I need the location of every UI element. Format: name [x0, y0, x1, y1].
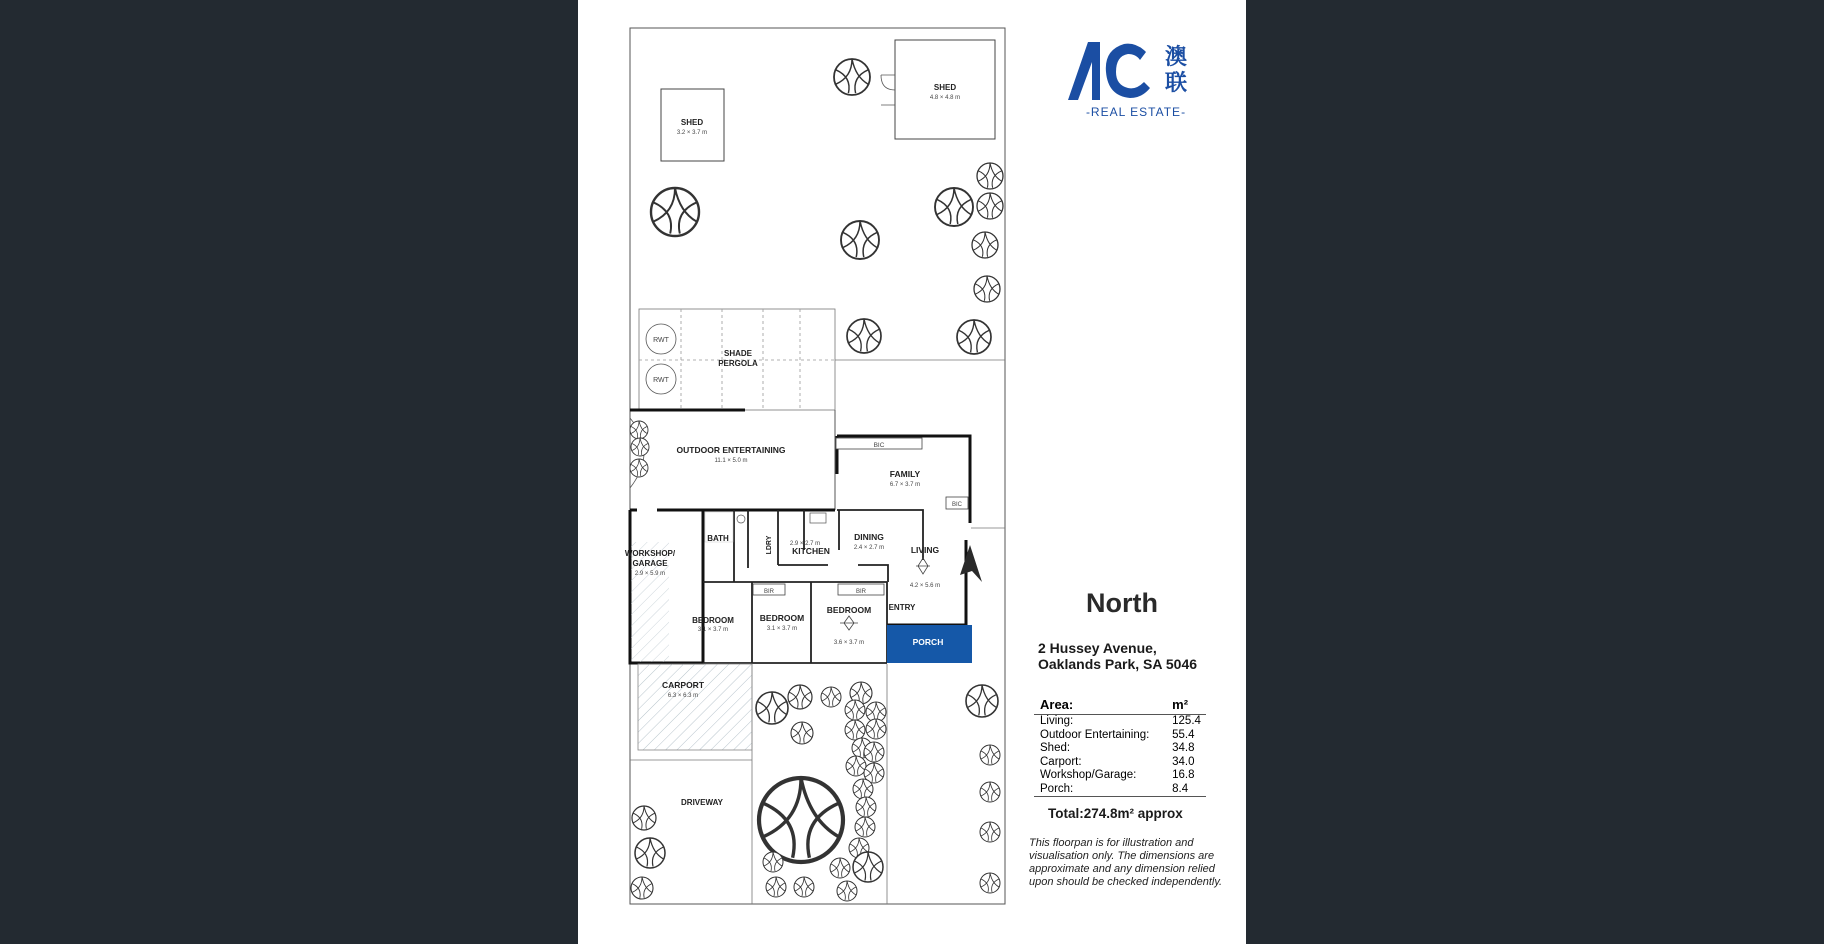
- workshop-label: GARAGE: [632, 559, 668, 568]
- bedroom-label: BEDROOM: [759, 613, 805, 623]
- disclaimer: This floorpan is for illustration and visualisation only. The dimensions are approximate and any dimension relied upon should be checked independently.: [1029, 837, 1223, 888]
- area-row: [1034, 756, 1206, 770]
- kitchen-dim: 2.9 × 2.7 m: [789, 541, 821, 547]
- kitchen-label: KITCHEN: [792, 546, 830, 556]
- area-table: [1034, 697, 1206, 797]
- north-arrow-icon: [960, 545, 982, 582]
- area-row-value: 34.0: [1172, 755, 1195, 768]
- bedroom-dim: 3.1 × 3.7 m: [766, 626, 798, 632]
- north-label: North: [1086, 588, 1158, 618]
- outdoor-dim: 11.1 × 5.0 m: [714, 458, 748, 464]
- area-unit: m²: [1166, 697, 1206, 715]
- address-line-2: Oaklands Park, SA 5046: [1038, 656, 1198, 672]
- carport-label: CARPORT: [661, 680, 705, 690]
- shed-left-label: SHED: [680, 118, 704, 127]
- floorplan-sheet: [578, 0, 1246, 944]
- area-row-label: Carport:: [1040, 755, 1082, 768]
- area-row: [1034, 783, 1206, 797]
- carport-area: [638, 664, 752, 750]
- bir-label: BIR: [763, 589, 775, 595]
- carport-dim: 6.3 × 6.3 m: [667, 693, 699, 699]
- area-row-value: 34.8: [1172, 742, 1195, 754]
- area-row-value: 8.4: [1166, 783, 1206, 797]
- area-row-label: Shed:: [1040, 742, 1071, 754]
- area-row-value: 16.8: [1172, 769, 1195, 781]
- address-line-1: 2 Hussey Avenue,: [1038, 640, 1157, 656]
- area-row-value: 55.4: [1172, 728, 1195, 741]
- bic-label: BIC: [873, 442, 885, 449]
- bic-label: BIC: [951, 502, 963, 508]
- driveway-label: DRIVEWAY: [681, 798, 723, 807]
- area-row-label: Living:: [1040, 715, 1074, 727]
- bedroom-label: BEDROOM: [692, 616, 734, 625]
- dining-label: DINING: [854, 532, 884, 542]
- company-logo: [1066, 30, 1206, 127]
- rwt-label: RWT: [653, 337, 669, 344]
- workshop-label: WORKSHOP/: [624, 549, 676, 558]
- pergola-label: SHADE: [723, 349, 753, 358]
- ldry-label: LDRY: [766, 535, 773, 555]
- pergola-label: PERGOLA: [718, 359, 758, 368]
- shed-right-label: SHED: [933, 83, 957, 92]
- logo-chinese-top: 澳联: [1164, 45, 1188, 96]
- family-dim: 6.7 × 3.7 m: [889, 482, 921, 488]
- logo-tagline: -REAL ESTATE-: [1085, 105, 1187, 119]
- bedroom-dim: 3.1 × 3.7 m: [697, 627, 729, 633]
- bedroom-dim: 3.6 × 3.7 m: [833, 640, 865, 646]
- area-row: [1034, 769, 1206, 783]
- area-row-label: Workshop/Garage:: [1040, 769, 1137, 781]
- workshop-dim: 2.9 × 5.9 m: [634, 571, 666, 577]
- shed-right-dim: 4.8 × 4.8 m: [929, 95, 961, 101]
- entry-label: ENTRY: [888, 603, 916, 612]
- floorplan-drawing: [578, 0, 1246, 944]
- outdoor-label: OUTDOOR ENTERTAINING: [676, 445, 786, 455]
- area-row: [1034, 742, 1206, 756]
- area-header: Area:: [1034, 697, 1166, 715]
- family-label: FAMILY: [889, 469, 921, 479]
- shed-left-dim: 3.2 × 3.7 m: [676, 130, 708, 136]
- total-area: Total:274.8m² approx: [1048, 806, 1183, 821]
- area-row-label: Porch:: [1034, 783, 1166, 797]
- rwt-label: RWT: [653, 377, 669, 384]
- living-dim: 4.2 × 5.6 m: [909, 583, 941, 589]
- area-row: [1034, 715, 1206, 729]
- living-label: LIVING: [910, 545, 940, 555]
- bir-label: BIR: [855, 589, 867, 595]
- porch-label: PORCH: [912, 637, 944, 647]
- area-row-label: Outdoor Entertaining:: [1040, 728, 1150, 741]
- property-address: [1038, 640, 1197, 672]
- bath-label: BATH: [707, 534, 729, 543]
- area-row-value: 125.4: [1172, 715, 1201, 727]
- dining-dim: 2.4 × 2.7 m: [853, 545, 885, 551]
- bedroom-label: BEDROOM: [826, 605, 872, 615]
- area-row: [1034, 729, 1206, 743]
- trees: [630, 59, 1003, 901]
